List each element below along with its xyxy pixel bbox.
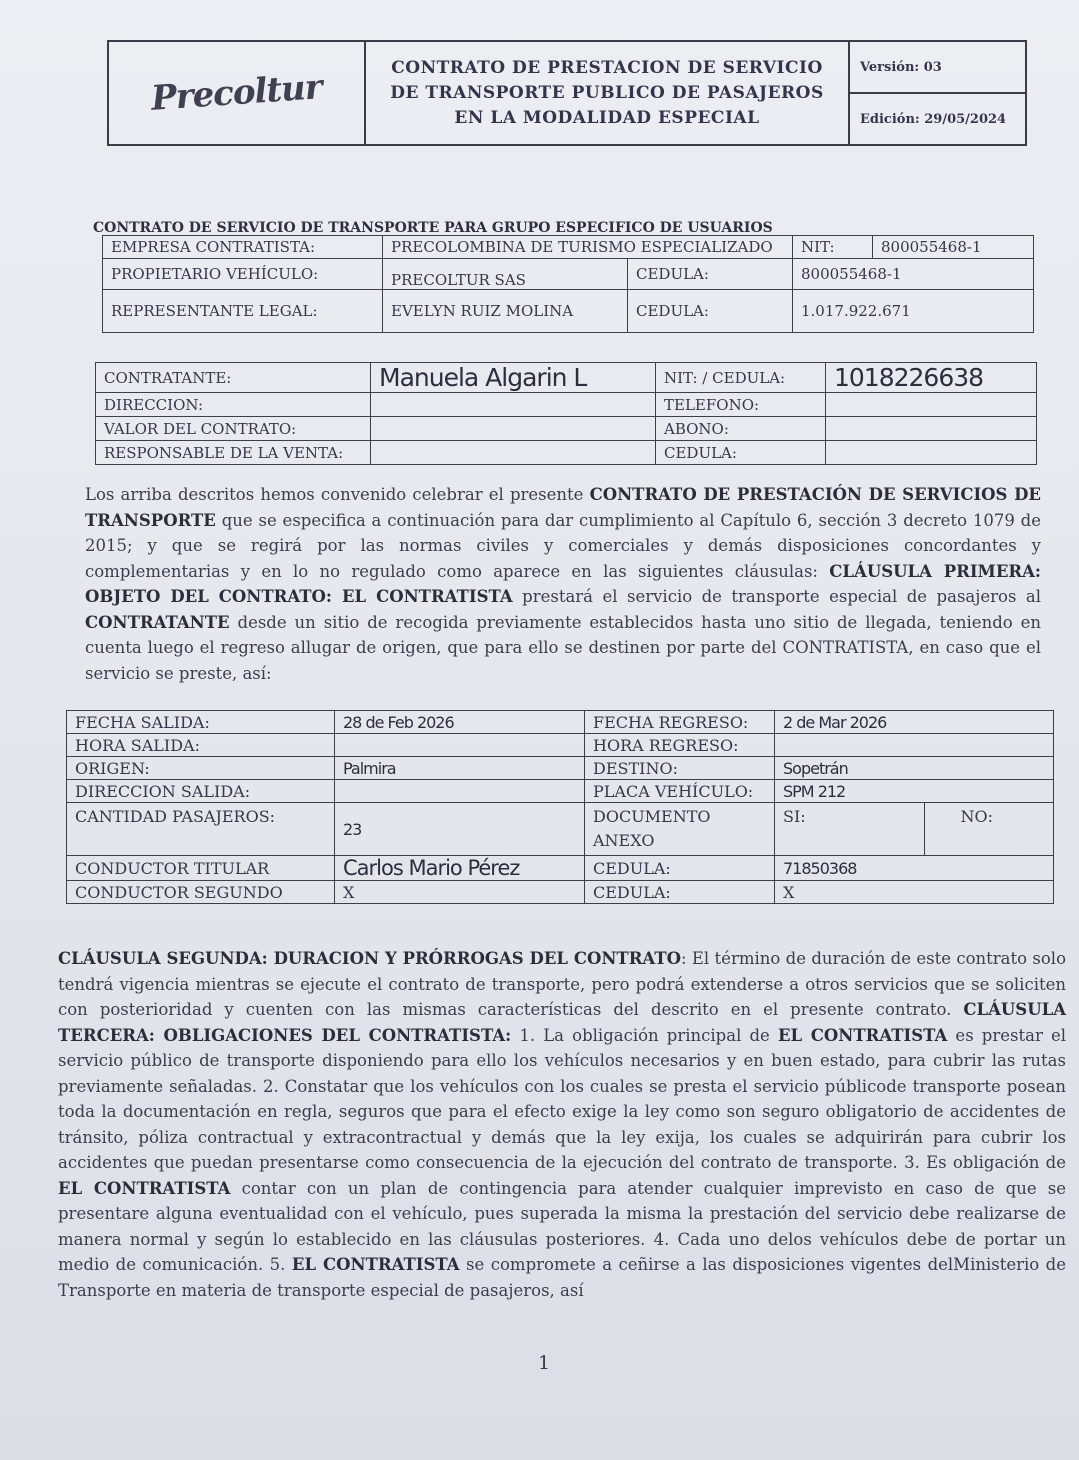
cedula-value bbox=[826, 441, 1037, 465]
cedula-label: CEDULA: bbox=[585, 856, 775, 881]
paragraph-bold: EL CONTRATISTA bbox=[291, 1255, 460, 1274]
representante-label: REPRESENTANTE LEGAL: bbox=[103, 290, 383, 333]
table-row bbox=[67, 881, 1054, 904]
paragraph-text: prestará el servicio de transporte especial de pasajeros al bbox=[512, 587, 1041, 606]
paragraph-bold: EL CONTRATISTA bbox=[777, 1025, 948, 1045]
table-row bbox=[103, 259, 1034, 290]
page-number: 1 bbox=[538, 1352, 551, 1374]
empresa-label: EMPRESA CONTRATISTA: bbox=[103, 236, 383, 259]
clauses-paragraph bbox=[58, 946, 1066, 1303]
hora-regreso-value bbox=[775, 734, 1054, 757]
client-table bbox=[95, 362, 1037, 465]
cantidad-value: 23 bbox=[335, 803, 585, 856]
direccion-label: DIRECCION: bbox=[96, 393, 371, 417]
telefono-value bbox=[826, 393, 1037, 417]
table-row bbox=[67, 734, 1054, 757]
abono-value bbox=[826, 417, 1037, 441]
cedula-label: CEDULA: bbox=[656, 441, 826, 465]
trip-table bbox=[66, 710, 1054, 904]
hora-regreso-label: HORA REGRESO: bbox=[585, 734, 775, 757]
origen-value: Palmira bbox=[335, 757, 585, 780]
nit-cedula-value: 1018226638 bbox=[826, 363, 1037, 393]
direccion-salida-value bbox=[335, 780, 585, 803]
telefono-label: TELEFONO: bbox=[656, 393, 826, 417]
placa-value: SPM 212 bbox=[775, 780, 1054, 803]
si-label: SI: bbox=[775, 803, 925, 856]
paragraph-text: 1. La obligación principal de bbox=[511, 1025, 778, 1045]
paragraph-text: Los arriba descritos hemos convenido celebrar el presente bbox=[85, 485, 590, 504]
paragraph-text: se compromete a ceñirse a las disposiciones vigentes delMinisterio de Transporte en materia de transporte especial de pasajeros, así bbox=[58, 1255, 1066, 1300]
paragraph-bold: CONTRATANTE bbox=[85, 612, 230, 632]
conductor-segundo-value: X bbox=[335, 881, 585, 904]
propietario-label: PROPIETARIO VEHÍCULO: bbox=[103, 259, 383, 290]
table-row bbox=[67, 711, 1054, 734]
document-meta bbox=[850, 42, 1025, 144]
intro-paragraph bbox=[85, 482, 1041, 686]
table-row bbox=[103, 236, 1034, 259]
paragraph-text: : El término de duración de este contrato solo tendrá vigencia mientras se ejecute el contrato de transporte, pero podrá extenderse a otros servicios que se soliciten con posterioridad y cuenten con las mismas características del descrito en el presente contrato. bbox=[58, 949, 1067, 1019]
paragraph-text: contar con un plan de contingencia para atender cualquier imprevisto en caso de que se presentare alguna eventualidad con el vehículo, pues superada la misma la prestación del servicio debe realizarse de manera normal y según lo establecido en las cláusulas posteriores. 4. Cada uno delos vehículos debe de portar un medio de comunicación. 5. bbox=[58, 1178, 1066, 1274]
paragraph-text: desde un sitio de recogida previamente establecidos hasta uno sitio de llegada, teniendo en cuenta luego el regreso allugar de origen, que para ello se destinen por parte del CONTRATISTA, en caso que el servicio se preste, así: bbox=[85, 612, 1041, 683]
placa-label: PLACA VEHÍCULO: bbox=[585, 780, 775, 803]
fecha-regreso-value: 2 de Mar 2026 bbox=[775, 711, 1054, 734]
paragraph-bold: CLÁUSULA PRIMERA: OBJETO DEL CONTRATO: EL CONTRATISTA bbox=[85, 561, 1042, 606]
fecha-salida-label: FECHA SALIDA: bbox=[67, 711, 335, 734]
propietario-cedula: 800055468-1 bbox=[793, 259, 1034, 290]
contratante-value: Manuela Algarin L bbox=[371, 363, 656, 393]
fecha-regreso-label: FECHA REGRESO: bbox=[585, 711, 775, 734]
conductor-segundo-cedula: X bbox=[775, 881, 1054, 904]
representante-value: EVELYN RUIZ MOLINA bbox=[383, 290, 628, 333]
no-label: NO: bbox=[925, 803, 1054, 856]
edition-label: Edición: 29/05/2024 bbox=[860, 111, 1007, 127]
nit-value: 800055468-1 bbox=[873, 236, 1034, 259]
propietario-value: PRECOLTUR SAS bbox=[383, 259, 628, 290]
table-row bbox=[67, 803, 1054, 856]
table-row bbox=[96, 393, 1037, 417]
valor-label: VALOR DEL CONTRATO: bbox=[96, 417, 371, 441]
nit-cedula-label: NIT: / CEDULA: bbox=[656, 363, 826, 393]
conductor-titular-value: Carlos Mario Pérez bbox=[335, 856, 585, 881]
paragraph-bold: CLÁUSULA TERCERA: OBLIGACIONES DEL CONTRATISTA: bbox=[58, 1000, 1066, 1045]
paragraph-text: es prestar el servicio público de transporte disponiendo para ello los vehículos necesarios y en buen estado, para cubrir las rutas previamente señaladas. 2. Constatar que los vehículos con los cuales se presta el servicio públicode transporte posean toda la documentación en regla, seguros que para el efecto exige la ley como son seguro obligatorio de accidentes de tránsito, póliza contractual y extracontractual y demás que la ley exija, los cuales se adquirirán para cubrir los accidentes que puedan presentarse como consecuencia de la ejecución del contrato de transporte. 3. Es obligación de bbox=[58, 1025, 1066, 1172]
documento-label: DOCUMENTO ANEXO bbox=[585, 803, 775, 856]
table-row bbox=[96, 441, 1037, 465]
valor-value bbox=[371, 417, 656, 441]
logo-text: Precoltur bbox=[149, 67, 324, 119]
company-table bbox=[102, 235, 1034, 333]
document-header bbox=[107, 40, 1027, 146]
destino-label: DESTINO: bbox=[585, 757, 775, 780]
table-row bbox=[96, 363, 1037, 393]
paragraph-text: que se especifica a continuación para dar cumplimiento al Capítulo 6, sección 3 decreto 1079 de 2015; y que se regirá por las normas civiles y comerciales y demás disposiciones concordantes y complementarias y en lo no regulado como aparece en las siguientes cláusulas: bbox=[85, 510, 1041, 581]
responsable-label: RESPONSABLE DE LA VENTA: bbox=[96, 441, 371, 465]
destino-value: Sopetrán bbox=[775, 757, 1054, 780]
paragraph-bold: CLÁUSULA SEGUNDA: DURACION Y PRÓRROGAS DEL CONTRATO bbox=[58, 949, 681, 968]
cedula-label: CEDULA: bbox=[628, 290, 793, 333]
fecha-salida-value: 28 de Feb 2026 bbox=[335, 711, 585, 734]
section-subtitle: CONTRATO DE SERVICIO DE TRANSPORTE PARA GRUPO ESPECIFICO DE USUARIOS bbox=[93, 220, 773, 236]
nit-label: NIT: bbox=[793, 236, 873, 259]
direccion-value bbox=[371, 393, 656, 417]
table-row bbox=[67, 780, 1054, 803]
table-row bbox=[67, 757, 1054, 780]
origen-label: ORIGEN: bbox=[67, 757, 335, 780]
company-logo bbox=[109, 42, 366, 144]
paragraph-bold: EL CONTRATISTA bbox=[58, 1178, 231, 1198]
representante-cedula: 1.017.922.671 bbox=[793, 290, 1034, 333]
cedula-label: CEDULA: bbox=[585, 881, 775, 904]
table-row bbox=[103, 290, 1034, 333]
cantidad-label: CANTIDAD PASAJEROS: bbox=[67, 803, 335, 856]
abono-label: ABONO: bbox=[656, 417, 826, 441]
responsable-value bbox=[371, 441, 656, 465]
hora-salida-value bbox=[335, 734, 585, 757]
paragraph-bold: CONTRATO DE PRESTACIÓN DE SERVICIOS DE TRANSPORTE bbox=[85, 485, 1041, 530]
direccion-salida-label: DIRECCION SALIDA: bbox=[67, 780, 335, 803]
hora-salida-label: HORA SALIDA: bbox=[67, 734, 335, 757]
conductor-titular-label: CONDUCTOR TITULAR bbox=[67, 856, 335, 881]
empresa-value: PRECOLOMBINA DE TURISMO ESPECIALIZADO bbox=[383, 236, 793, 259]
version-label: Versión: 03 bbox=[850, 42, 1025, 94]
contratante-label: CONTRATANTE: bbox=[96, 363, 371, 393]
document-title: CONTRATO DE PRESTACION DE SERVICIO DE TRANSPORTE PUBLICO DE PASAJEROS EN LA MODALIDAD ESPECIAL bbox=[366, 42, 850, 144]
table-row bbox=[96, 417, 1037, 441]
conductor-titular-cedula: 71850368 bbox=[775, 856, 1054, 881]
cedula-label: CEDULA: bbox=[628, 259, 793, 290]
table-row bbox=[67, 856, 1054, 881]
conductor-segundo-label: CONDUCTOR SEGUNDO bbox=[67, 881, 335, 904]
